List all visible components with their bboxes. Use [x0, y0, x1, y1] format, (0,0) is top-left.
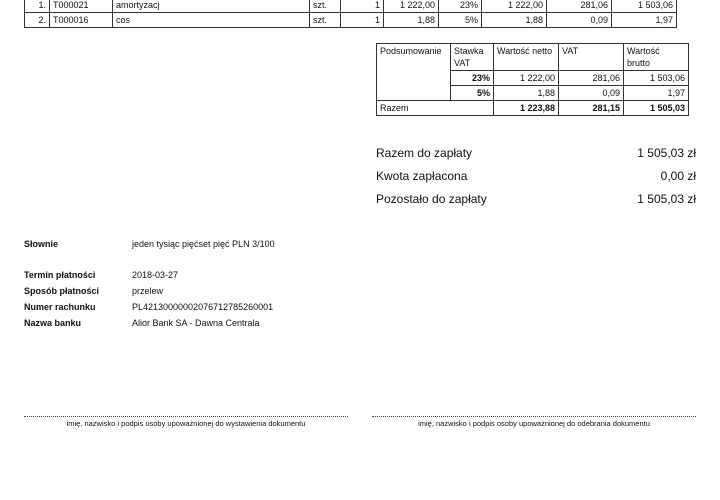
vat-summary-table: [376, 43, 689, 116]
item-price: 1,88: [384, 13, 439, 28]
payment-method-value: przelew: [132, 286, 164, 296]
table-row: [25, 0, 677, 13]
item-vat-rate: 23%: [439, 0, 482, 13]
words-value: jeden tysiąc pięćset pięć PLN 3/100: [132, 239, 275, 249]
bank-name-value: Alior Bank SA - Dawna Centrala: [132, 318, 260, 328]
item-name: cos: [113, 13, 310, 28]
account-number-label: Numer rachunku: [24, 302, 96, 312]
payment-method-label: Sposób płatności: [24, 286, 100, 296]
summary-vat-header: VAT: [559, 44, 624, 71]
issuer-signature-line: imię, nazwisko i podpis osoby upoważnionej do wystawienia dokumentu: [24, 416, 348, 428]
table-row: [377, 101, 689, 116]
table-row: [25, 13, 677, 28]
summary-gross: 1 503,06: [624, 71, 689, 86]
receiver-signature-line: imię, nazwisko i podpis osoby upoważnionej do odebrania dokumentu: [372, 416, 696, 428]
total-due-row: [376, 145, 696, 168]
summary-net: 1 222,00: [494, 71, 559, 86]
item-code: T000016: [50, 13, 113, 28]
item-gross: 1,97: [612, 13, 677, 28]
item-net: 1 222,00: [482, 0, 547, 13]
payment-due-label: Termin płatności: [24, 270, 96, 280]
remaining-label: Pozostało do zapłaty: [376, 192, 487, 206]
summary-total-label: Razem: [377, 101, 494, 116]
items-table: [24, 0, 677, 28]
item-qty: 1: [341, 0, 384, 13]
total-due-label: Razem do zapłaty: [376, 146, 473, 160]
summary-label: Podsumowanie: [377, 44, 451, 101]
summary-gross-header: Wartość brutto: [624, 44, 689, 71]
payment-row: [24, 315, 273, 331]
item-lp: 2.: [25, 13, 50, 28]
words-row: [24, 236, 275, 252]
item-vat: 281,06: [547, 0, 612, 13]
amount-paid-label: Kwota zapłacona: [376, 169, 468, 183]
item-vat-rate: 5%: [439, 13, 482, 28]
table-row: [377, 44, 689, 71]
summary-rate: 5%: [451, 86, 494, 101]
item-qty: 1: [341, 13, 384, 28]
payment-details: [24, 267, 273, 331]
item-unit: szt.: [310, 0, 341, 13]
item-net: 1,88: [482, 13, 547, 28]
remaining-row: [376, 191, 696, 214]
item-vat: 0,09: [547, 13, 612, 28]
bank-name-label: Nazwa banku: [24, 318, 82, 328]
total-due-value: 1 505,03 zł: [637, 146, 696, 160]
summary-rate-header: Stawka VAT: [451, 44, 494, 71]
summary-total-vat: 281,15: [559, 101, 624, 116]
summary-net-header: Wartość netto: [494, 44, 559, 71]
summary-rate: 23%: [451, 71, 494, 86]
remaining-value: 1 505,03 zł: [637, 192, 696, 206]
summary-vat: 281,06: [559, 71, 624, 86]
item-price: 1 222,00: [384, 0, 439, 13]
item-unit: szt.: [310, 13, 341, 28]
payment-row: [24, 267, 273, 283]
item-gross: 1 503,06: [612, 0, 677, 13]
amount-paid-row: [376, 168, 696, 191]
summary-total-net: 1 223,88: [494, 101, 559, 116]
summary-total-gross: 1 505,03: [624, 101, 689, 116]
payment-due-value: 2018-03-27: [132, 270, 179, 280]
item-lp: 1.: [25, 0, 50, 13]
amount-paid-value: 0,00 zł: [660, 169, 696, 183]
payment-row: [24, 283, 273, 299]
payment-row: [24, 299, 273, 315]
words-label: Słownie: [24, 239, 59, 249]
payment-totals: [376, 145, 696, 214]
summary-net: 1,88: [494, 86, 559, 101]
item-code: T000021: [50, 0, 113, 13]
summary-vat: 0,09: [559, 86, 624, 101]
summary-gross: 1,97: [624, 86, 689, 101]
item-name: amortyzacj: [113, 0, 310, 13]
account-number-value: PL42130000002076712785260001: [132, 302, 274, 312]
amount-in-words: [24, 236, 275, 252]
